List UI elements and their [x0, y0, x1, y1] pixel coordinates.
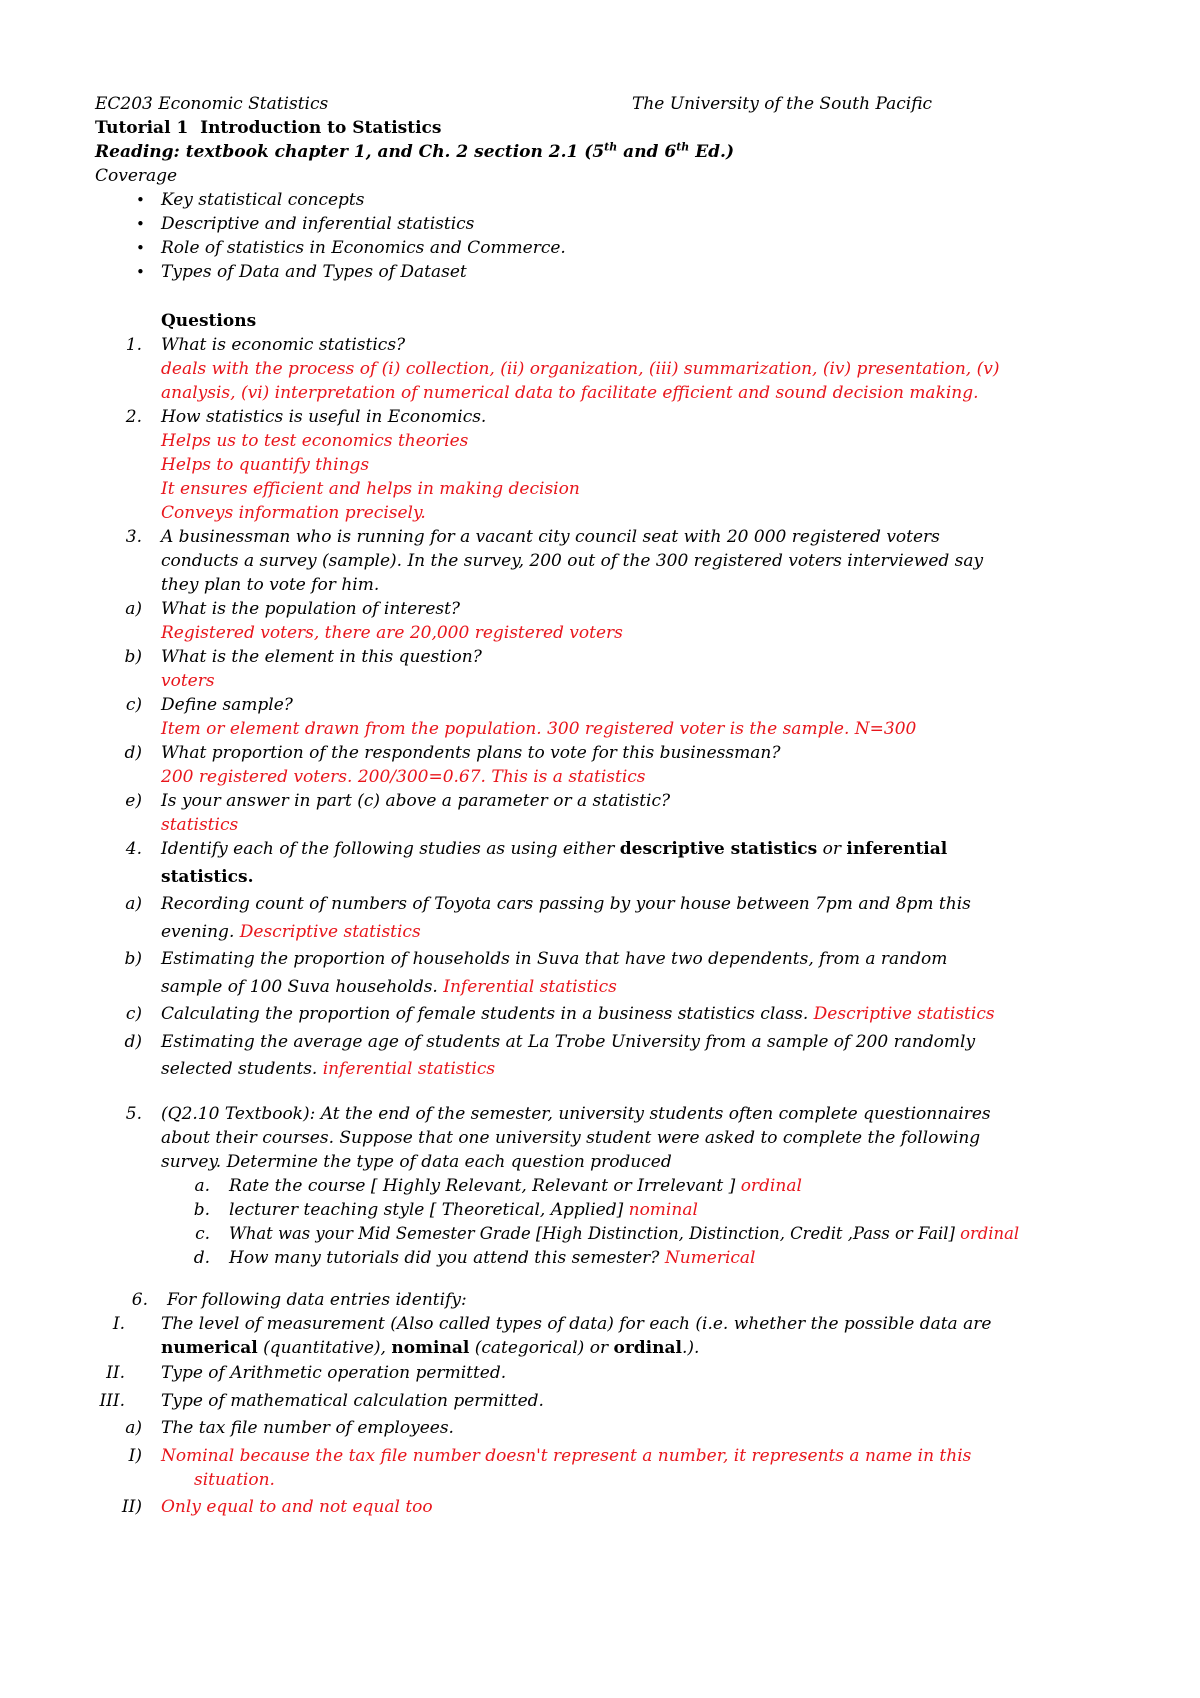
term-ordinal: ordinal: [613, 1338, 682, 1358]
question-text: they plan to vote for him.: [161, 575, 380, 595]
answer-text: Registered voters, there are 20,000 registered voters: [161, 623, 623, 643]
part-question: [161, 976, 617, 998]
part-question: Estimating the average age of students at La Trobe University from a sample of 200 randomly: [161, 1032, 976, 1052]
reading-suffix: Ed.): [689, 142, 735, 162]
roman-label: I.: [112, 1314, 125, 1334]
answer-text: voters: [161, 671, 215, 691]
q4-mid: or: [817, 839, 847, 859]
answer-text: nominal: [628, 1200, 698, 1220]
roman-text: Type of mathematical calculation permitted.: [161, 1391, 544, 1411]
question-text: conducts a survey (sample). In the survey, 200 out of the 300 registered voters interviewed say: [161, 551, 984, 571]
coverage-item: Descriptive and inferential statistics: [161, 214, 475, 234]
q4-end: .: [247, 867, 254, 887]
reading-sup-2: th: [676, 140, 690, 154]
part-question-cont: Calculating the proportion of female students in a business statistics class.: [161, 1004, 809, 1024]
reading-mid: and 6: [617, 142, 677, 162]
q4-term-statistics: statistics: [161, 867, 248, 887]
question-text: [161, 838, 947, 860]
part-label: a): [125, 599, 142, 619]
answer-text: situation.: [194, 1470, 275, 1490]
answer-text: analysis, (vi) interpretation of numerical data to facilitate efficient and sound decision making.: [161, 383, 979, 403]
part-label: c.: [195, 1224, 210, 1244]
answer-text: inferential statistics: [322, 1059, 496, 1079]
answer-text: Only equal to and not equal too: [161, 1497, 433, 1517]
course-title: EC203 Economic Statistics: [95, 94, 329, 114]
question-number: 3.: [125, 527, 142, 547]
part-question: What proportion of the respondents plans to vote for this businessman?: [161, 743, 781, 763]
part-question: [161, 1058, 495, 1080]
answer-text: ordinal: [960, 1224, 1020, 1243]
part-question: What is the element in this question?: [161, 647, 482, 667]
part-question: [229, 1223, 1019, 1245]
part-question: [229, 1175, 802, 1197]
answer-text: Descriptive statistics: [813, 1004, 995, 1024]
part-question: The tax file number of employees.: [161, 1418, 454, 1438]
answer-text: 200 registered voters. 200/300=0.67. This is a statistics: [161, 767, 646, 787]
question-text: survey. Determine the type of data each question produced: [161, 1152, 672, 1172]
part-label: d.: [193, 1248, 210, 1268]
part-label: d): [124, 743, 142, 763]
answer-text: Helps us to test economics theories: [161, 431, 469, 451]
roman-text: The level of measurement (Also called types of data) for each (i.e. whether the possible data are: [161, 1314, 992, 1334]
question-number: 6.: [131, 1290, 148, 1310]
term-numerical: numerical: [161, 1338, 258, 1358]
answer-text: Conveys information precisely.: [161, 503, 426, 523]
coverage-item: Role of statistics in Economics and Commerce.: [161, 238, 566, 258]
answer-text: Descriptive statistics: [239, 922, 421, 942]
part-label: a): [125, 1418, 142, 1438]
part-question-text: How many tutorials did you attend this semester?: [229, 1248, 660, 1268]
bullet-icon: •: [136, 263, 145, 281]
part-label: b.: [193, 1200, 210, 1220]
part-question-text: What was your Mid Semester Grade [High Distinction, Distinction, Credit ,Pass or Fail]: [229, 1224, 955, 1243]
part-question: Define sample?: [161, 695, 293, 715]
part-label: b): [124, 949, 142, 969]
part-question: [229, 1247, 755, 1269]
question-number: 4.: [125, 839, 142, 859]
part-question-cont: evening.: [161, 922, 235, 942]
part-question-cont: sample of 100 Suva households.: [161, 977, 438, 997]
part-question-cont: selected students.: [161, 1059, 318, 1079]
part-label: d): [124, 1032, 142, 1052]
coverage-item: Types of Data and Types of Dataset: [161, 262, 467, 282]
part-question: [161, 921, 421, 943]
part-question: Recording count of numbers of Toyota cars passing by your house between 7pm and 8pm this: [161, 894, 971, 914]
answer-text: Numerical: [664, 1248, 756, 1268]
part-label: c): [125, 695, 142, 715]
q4-pre: Identify each of the following studies as using either: [161, 839, 620, 859]
answer-text: ordinal: [740, 1176, 802, 1196]
question-number: 5.: [125, 1104, 142, 1124]
question-text: [161, 866, 253, 888]
part-label: e): [125, 791, 142, 811]
tutorial-name: Introduction to Statistics: [200, 118, 442, 138]
part-question: Estimating the proportion of households in Suva that have two dependents, from a random: [161, 949, 948, 969]
answer-text: deals with the process of (i) collection, (ii) organization, (iii) summarization, (iv) presentation, (v): [161, 359, 1000, 379]
tutorial-title: [95, 117, 441, 139]
part-question-text: lecturer teaching style [ Theoretical, Applied]: [229, 1200, 624, 1220]
questions-heading: Questions: [161, 311, 257, 331]
bullet-icon: •: [136, 191, 145, 209]
q4-term-descriptive: descriptive statistics: [619, 839, 818, 859]
question-text: For following data entries identify:: [167, 1290, 467, 1310]
answer-text: statistics: [161, 815, 239, 835]
part-question-text: Rate the course [ Highly Relevant, Relevant or Irrelevant ]: [229, 1176, 736, 1196]
roman-text-cont: (categorical) or: [469, 1338, 614, 1358]
question-text: about their courses. Suppose that one university student were asked to complete the following: [161, 1128, 981, 1148]
q4-term-inferential: inferential: [846, 839, 948, 859]
part-question: Is your answer in part (c) above a parameter or a statistic?: [161, 791, 671, 811]
reading-sup-1: th: [604, 140, 618, 154]
coverage-heading: Coverage: [95, 166, 178, 186]
term-nominal: nominal: [391, 1338, 470, 1358]
answer-text: Item or element drawn from the population. 300 registered voter is the sample. N=300: [161, 719, 917, 739]
part-label: c): [125, 1004, 142, 1024]
part-question: [161, 1003, 995, 1025]
coverage-item: Key statistical concepts: [161, 190, 365, 210]
part-label: b): [124, 647, 142, 667]
bullet-icon: •: [136, 239, 145, 257]
answer-text: Helps to quantify things: [161, 455, 370, 475]
part-label: a.: [194, 1176, 210, 1196]
roman-text: Type of Arithmetic operation permitted.: [161, 1363, 507, 1383]
roman-text: [161, 1337, 699, 1359]
question-text: What is economic statistics?: [161, 335, 406, 355]
part-question: [229, 1199, 698, 1221]
answer-label: II): [121, 1497, 142, 1517]
university-name: The University of the South Pacific: [632, 94, 933, 114]
answer-text: Inferential statistics: [443, 977, 617, 997]
bullet-icon: •: [136, 215, 145, 233]
roman-label: II.: [106, 1363, 125, 1383]
question-number: 1.: [125, 335, 142, 355]
question-text: A businessman who is running for a vacant city council seat with 20 000 registered voters: [161, 527, 940, 547]
answer-text: It ensures efficient and helps in making decision: [161, 479, 580, 499]
question-text: (Q2.10 Textbook): At the end of the semester, university students often complete questionnaires: [161, 1104, 991, 1124]
answer-label: I): [128, 1446, 142, 1466]
part-question: What is the population of interest?: [161, 599, 461, 619]
reading-line: [95, 141, 734, 163]
reading-prefix: Reading: textbook chapter 1, and Ch. 2 section 2.1 (5: [95, 142, 605, 162]
part-label: a): [125, 894, 142, 914]
roman-text-cont: (quantitative),: [257, 1338, 392, 1358]
question-text: How statistics is useful in Economics.: [161, 407, 487, 427]
roman-label: III.: [99, 1391, 125, 1411]
roman-text-cont: .).: [681, 1338, 700, 1358]
tutorial-label: Tutorial 1: [95, 118, 189, 138]
question-number: 2.: [125, 407, 142, 427]
answer-text: Nominal because the tax file number doesn't represent a number, it represents a name in this: [161, 1446, 972, 1466]
